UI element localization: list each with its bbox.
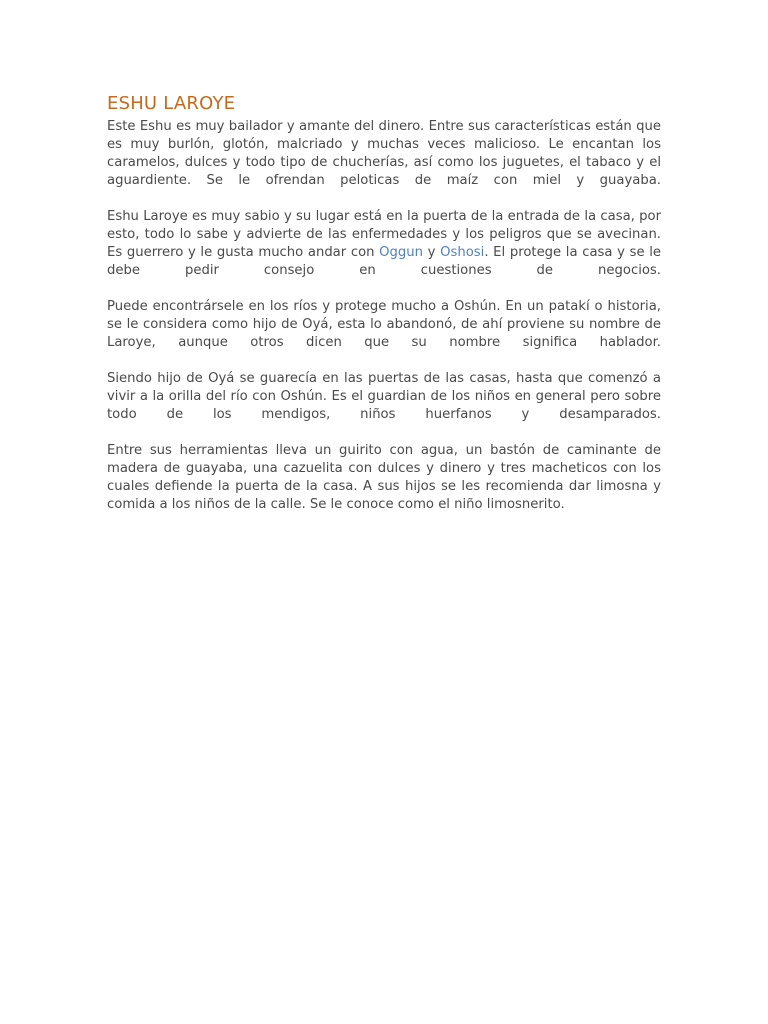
paragraph-3: Puede encontrársele en los ríos y protege mucho a Oshún. En un patakí o historia, se le considera como hijo de Oyá, esta lo abandonó, de ahí proviene su nombre de Laroye, aunque otros dicen que su nombre significa hablador. — [107, 299, 661, 350]
paragraph-2 — [107, 208, 661, 280]
paragraph-5: Entre sus herramientas lleva un guirito con agua, un bastón de caminante de madera de guayaba, una cazuelita con dulces y dinero y tres macheticos con los cuales defiende la puerta de la casa. A sus hijos se les recomienda dar limosna y comida a los niños de la calle. Se le conoce como el niño limosnerito. — [107, 443, 661, 512]
oshosi-link[interactable]: Oshosi — [440, 245, 485, 260]
paragraph-4: Siendo hijo de Oyá se guarecía en las puertas de las casas, hasta que comenzó a vivir a la orilla del río con Oshún. Es el guardian de los niños en general pero sobre todo de los mendigos, niños huerfanos y desamparados. — [107, 371, 661, 422]
paragraph-2-text-middle: y — [423, 245, 441, 260]
document-title: ESHU LAROYE — [107, 93, 236, 114]
paragraph-2-text-before: Eshu Laroye es muy sabio y su lugar está en la puerta de la entrada de la casa, por esto, todo lo sabe y advierte de las enfermedades y los peligros que se avecinan. Es guerrero y le gusta mucho andar con — [107, 209, 661, 260]
document-page — [107, 92, 661, 532]
oggun-link[interactable]: Oggun — [379, 245, 424, 260]
paragraph-1: Este Eshu es muy bailador y amante del dinero. Entre sus características están que es muy burlón, glotón, malcriado y muchas veces malicioso. Le encantan los caramelos, dulces y todo tipo de chucherías, así como los juguetes, el tabaco y el aguardiente. Se le ofrendan peloticas de maíz con miel y guayaba. — [107, 119, 661, 188]
paragraph-2-text-after: . El protege la casa y se le debe pedir consejo en cuestiones de negocios. — [107, 245, 661, 278]
